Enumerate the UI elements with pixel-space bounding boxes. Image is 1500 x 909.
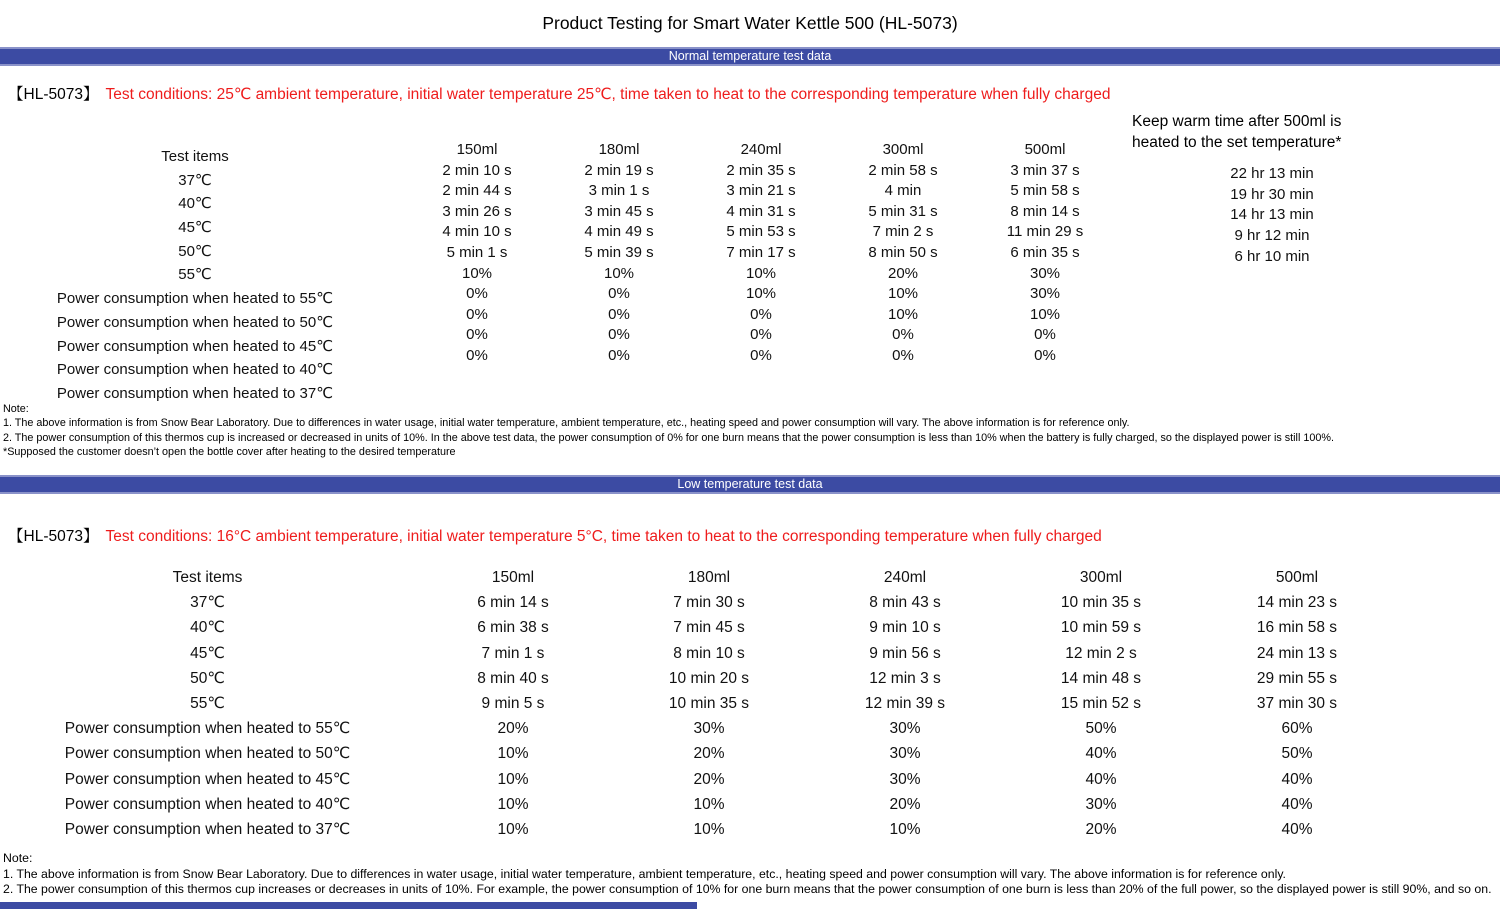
value-cell: 0% xyxy=(750,305,772,323)
column-header: 300ml xyxy=(1079,569,1123,586)
table-data-column xyxy=(690,140,832,367)
value-cell: 10% xyxy=(497,770,529,788)
value-cell: 10% xyxy=(693,795,725,813)
row-label: Power consumption when heated to 40℃ xyxy=(64,795,351,813)
value-cell: 7 min 1 s xyxy=(481,644,545,662)
value-cell: 0% xyxy=(466,285,488,303)
table-labels-column xyxy=(0,565,415,842)
table-data-column xyxy=(974,140,1116,367)
keep-warm-header-line2: heated to the set temperature* xyxy=(1132,134,1342,151)
value-cell: 10 min 35 s xyxy=(1060,594,1142,612)
table-data-column xyxy=(611,565,807,842)
value-cell: 50% xyxy=(1281,745,1313,763)
value-cell: 6 min 14 s xyxy=(477,594,549,612)
value-cell: 20% xyxy=(693,770,725,788)
row-label: Power consumption when heated to 50℃ xyxy=(64,745,351,763)
row-label: Power consumption when heated to 45℃ xyxy=(64,770,351,788)
keep-warm-value: 19 hr 30 min xyxy=(1230,185,1314,203)
bottom-banner-partial xyxy=(0,902,697,909)
value-cell: 20% xyxy=(887,264,919,282)
value-cell: 3 min 21 s xyxy=(726,182,796,200)
value-cell: 2 min 35 s xyxy=(726,161,796,179)
value-cell: 15 min 52 s xyxy=(1060,694,1142,712)
value-cell: 3 min 37 s xyxy=(1010,161,1080,179)
row-label: Power consumption when heated to 37℃ xyxy=(64,820,351,838)
value-cell: 5 min 31 s xyxy=(868,202,938,220)
value-cell: 30% xyxy=(1029,285,1061,303)
note-line: 1. The above information is from Snow Bear Laboratory. Due to differences in water usage, initial water temperature, ambient temperature, etc., heating speed and power consumption will vary. The above information is for reference only. xyxy=(3,417,1130,430)
value-cell: 2 min 58 s xyxy=(868,161,938,179)
value-cell: 29 min 55 s xyxy=(1256,669,1338,687)
value-cell: 30% xyxy=(889,720,921,738)
table-data-column xyxy=(548,140,690,367)
keep-warm-header-line1: Keep warm time after 500ml is xyxy=(1132,113,1342,130)
row-label: Power consumption when heated to 45℃ xyxy=(56,337,334,355)
value-cell: 60% xyxy=(1281,720,1313,738)
value-cell: 0% xyxy=(1034,326,1056,344)
value-cell: 10% xyxy=(497,795,529,813)
table-low-temp xyxy=(0,565,1395,842)
value-cell: 10 min 59 s xyxy=(1060,619,1142,637)
row-label: 50℃ xyxy=(178,242,212,260)
value-cell: 40% xyxy=(1281,795,1313,813)
row-label: 55℃ xyxy=(178,266,212,284)
notes-normal xyxy=(3,402,1334,459)
keep-warm-value: 14 hr 13 min xyxy=(1230,206,1314,224)
row-label: 37℃ xyxy=(178,171,212,189)
row-label: Power consumption when heated to 37℃ xyxy=(56,384,334,402)
test-items-header: Test items xyxy=(172,569,243,586)
value-cell: 3 min 26 s xyxy=(442,202,512,220)
keep-warm-value: 9 hr 12 min xyxy=(1234,227,1310,245)
value-cell: 20% xyxy=(1085,820,1117,838)
value-cell: 0% xyxy=(466,305,488,323)
value-cell: 12 min 3 s xyxy=(869,669,941,687)
value-cell: 40% xyxy=(1281,770,1313,788)
column-header: 300ml xyxy=(882,141,924,158)
value-cell: 6 min 35 s xyxy=(1010,243,1080,261)
table-normal-temp xyxy=(0,140,1116,406)
value-cell: 4 min 31 s xyxy=(726,202,796,220)
banner-normal-temp xyxy=(0,47,1500,66)
value-cell: 8 min 50 s xyxy=(868,243,938,261)
value-cell: 0% xyxy=(892,326,914,344)
value-cell: 8 min 40 s xyxy=(477,669,549,687)
value-cell: 7 min 45 s xyxy=(673,619,745,637)
value-cell: 24 min 13 s xyxy=(1256,644,1338,662)
keep-warm-value: 22 hr 13 min xyxy=(1230,165,1314,182)
table-data-column xyxy=(832,140,974,367)
keep-warm-values xyxy=(1132,164,1412,267)
model-tag: 【HL-5073】 xyxy=(8,86,99,103)
value-cell: 0% xyxy=(466,346,488,364)
column-header: 180ml xyxy=(687,569,731,586)
value-cell: 0% xyxy=(892,346,914,364)
value-cell: 10% xyxy=(745,264,777,282)
column-header: 150ml xyxy=(456,141,498,158)
value-cell: 4 min 49 s xyxy=(584,223,654,241)
row-label: 55℃ xyxy=(190,694,225,712)
column-header: 180ml xyxy=(598,141,640,158)
value-cell: 10% xyxy=(461,264,493,282)
value-cell: 3 min 1 s xyxy=(588,182,650,200)
value-cell: 2 min 19 s xyxy=(584,161,654,179)
banner-low-temp xyxy=(0,475,1500,494)
value-cell: 7 min 30 s xyxy=(673,594,745,612)
banner-low-temp-label: Low temperature test data xyxy=(677,477,823,491)
value-cell: 4 min xyxy=(884,182,922,200)
value-cell: 40% xyxy=(1085,770,1117,788)
page-title: Product Testing for Smart Water Kettle 500 (HL-5073) xyxy=(542,13,958,33)
value-cell: 40% xyxy=(1085,745,1117,763)
value-cell: 5 min 39 s xyxy=(584,243,654,261)
value-cell: 2 min 10 s xyxy=(442,161,512,179)
table-data-column xyxy=(1003,565,1199,842)
value-cell: 7 min 2 s xyxy=(872,223,934,241)
value-cell: 8 min 10 s xyxy=(673,644,745,662)
value-cell: 14 min 48 s xyxy=(1060,669,1142,687)
value-cell: 50% xyxy=(1085,720,1117,738)
row-label: 40℃ xyxy=(190,619,225,637)
conditions-low xyxy=(8,524,1102,546)
note-line: 1. The above information is from Snow Bear Laboratory. Due to differences in water usage, initial water temperature, ambient temperature, etc., heating speed and power consumption will vary. The above information is for reference only. xyxy=(3,866,1286,881)
value-cell: 10% xyxy=(745,285,777,303)
value-cell: 0% xyxy=(608,305,630,323)
value-cell: 9 min 5 s xyxy=(481,694,545,712)
value-cell: 0% xyxy=(750,326,772,344)
row-label: 37℃ xyxy=(190,594,225,612)
row-label: Power consumption when heated to 55℃ xyxy=(56,290,334,308)
row-label: 50℃ xyxy=(190,669,225,687)
table-data-column xyxy=(1199,565,1395,842)
value-cell: 5 min 53 s xyxy=(726,223,796,241)
row-label: 40℃ xyxy=(178,195,212,213)
value-cell: 3 min 45 s xyxy=(584,202,654,220)
value-cell: 12 min 2 s xyxy=(1065,644,1137,662)
column-header: 500ml xyxy=(1024,141,1066,158)
value-cell: 14 min 23 s xyxy=(1256,594,1338,612)
value-cell: 20% xyxy=(889,795,921,813)
value-cell: 30% xyxy=(1029,264,1061,282)
note-line: Note: xyxy=(3,403,29,415)
test-conditions-low: Test conditions: 16°C ambient temperature, initial water temperature 5°C, time taken to heat to the corresponding temperature when fully charged xyxy=(105,528,1102,545)
note-line: 2. The power consumption of this thermos cup increases or decreases in units of 10%. For example, the power consumption of 10% for one burn means that the power consumption of one burn is less than 20% of the full power, so the displayed power is still 90%, and so on. xyxy=(3,882,1492,897)
note-line: 2. The power consumption of this thermos cup is increased or decreased in units of 10%. In the above test data, the power consumption of 0% for one burn means that the power consumption is less than 10% when the battery is fully charged, so the displayed power is still 100%. xyxy=(3,431,1334,444)
value-cell: 10% xyxy=(497,820,529,838)
value-cell: 12 min 39 s xyxy=(864,694,946,712)
value-cell: 0% xyxy=(608,285,630,303)
value-cell: 0% xyxy=(750,346,772,364)
value-cell: 4 min 10 s xyxy=(442,223,512,241)
value-cell: 10% xyxy=(1029,305,1061,323)
value-cell: 5 min 58 s xyxy=(1010,182,1080,200)
value-cell: 10% xyxy=(889,820,921,838)
value-cell: 10% xyxy=(497,745,529,763)
value-cell: 0% xyxy=(1034,346,1056,364)
value-cell: 8 min 43 s xyxy=(869,594,941,612)
row-label: Power consumption when heated to 55℃ xyxy=(64,720,351,738)
keep-warm-header xyxy=(1132,111,1412,153)
column-header: 150ml xyxy=(491,569,535,586)
value-cell: 40% xyxy=(1281,820,1313,838)
value-cell: 10 min 20 s xyxy=(668,669,750,687)
table-data-column xyxy=(807,565,1003,842)
value-cell: 0% xyxy=(608,346,630,364)
keep-warm-value: 6 hr 10 min xyxy=(1234,247,1310,265)
conditions-normal xyxy=(8,82,1110,104)
note-line: Note: xyxy=(3,851,33,865)
value-cell: 6 min 38 s xyxy=(477,619,549,637)
value-cell: 30% xyxy=(889,745,921,763)
value-cell: 9 min 56 s xyxy=(869,644,941,662)
value-cell: 0% xyxy=(608,326,630,344)
value-cell: 11 min 29 s xyxy=(1006,223,1084,241)
value-cell: 10% xyxy=(693,820,725,838)
model-tag-low: 【HL-5073】 xyxy=(8,528,99,545)
value-cell: 30% xyxy=(1085,795,1117,813)
value-cell: 5 min 1 s xyxy=(446,243,508,261)
value-cell: 10% xyxy=(603,264,635,282)
value-cell: 0% xyxy=(466,326,488,344)
row-label: Power consumption when heated to 50℃ xyxy=(56,313,334,331)
table-data-column xyxy=(415,565,611,842)
value-cell: 10% xyxy=(887,305,919,323)
value-cell: 10% xyxy=(887,285,919,303)
value-cell: 10 min 35 s xyxy=(668,694,750,712)
test-items-header: Test items xyxy=(161,148,229,165)
value-cell: 30% xyxy=(889,770,921,788)
column-header: 240ml xyxy=(883,569,927,586)
row-label: 45℃ xyxy=(190,644,225,662)
test-conditions-normal: Test conditions: 25℃ ambient temperature, initial water temperature 25℃, time taken to heat to the corresponding temperature when fully charged xyxy=(105,86,1111,103)
value-cell: 7 min 17 s xyxy=(726,243,796,261)
note-line: *Supposed the customer doesn’t open the bottle cover after heating to the desired temperature xyxy=(3,445,456,458)
value-cell: 30% xyxy=(693,720,725,738)
notes-low xyxy=(3,851,1492,898)
value-cell: 2 min 44 s xyxy=(442,182,512,200)
value-cell: 37 min 30 s xyxy=(1256,694,1338,712)
keep-warm-column xyxy=(1132,111,1412,267)
row-label: Power consumption when heated to 40℃ xyxy=(56,361,334,379)
value-cell: 16 min 58 s xyxy=(1256,619,1338,637)
value-cell: 9 min 10 s xyxy=(869,619,941,637)
row-label: 45℃ xyxy=(178,219,212,237)
table-data-column xyxy=(406,140,548,367)
value-cell: 20% xyxy=(693,745,725,763)
banner-normal-temp-label: Normal temperature test data xyxy=(668,49,832,63)
value-cell: 8 min 14 s xyxy=(1010,202,1080,220)
table-labels-column xyxy=(0,140,390,406)
column-header: 240ml xyxy=(740,141,782,158)
column-header: 500ml xyxy=(1275,569,1319,586)
value-cell: 20% xyxy=(497,720,529,738)
